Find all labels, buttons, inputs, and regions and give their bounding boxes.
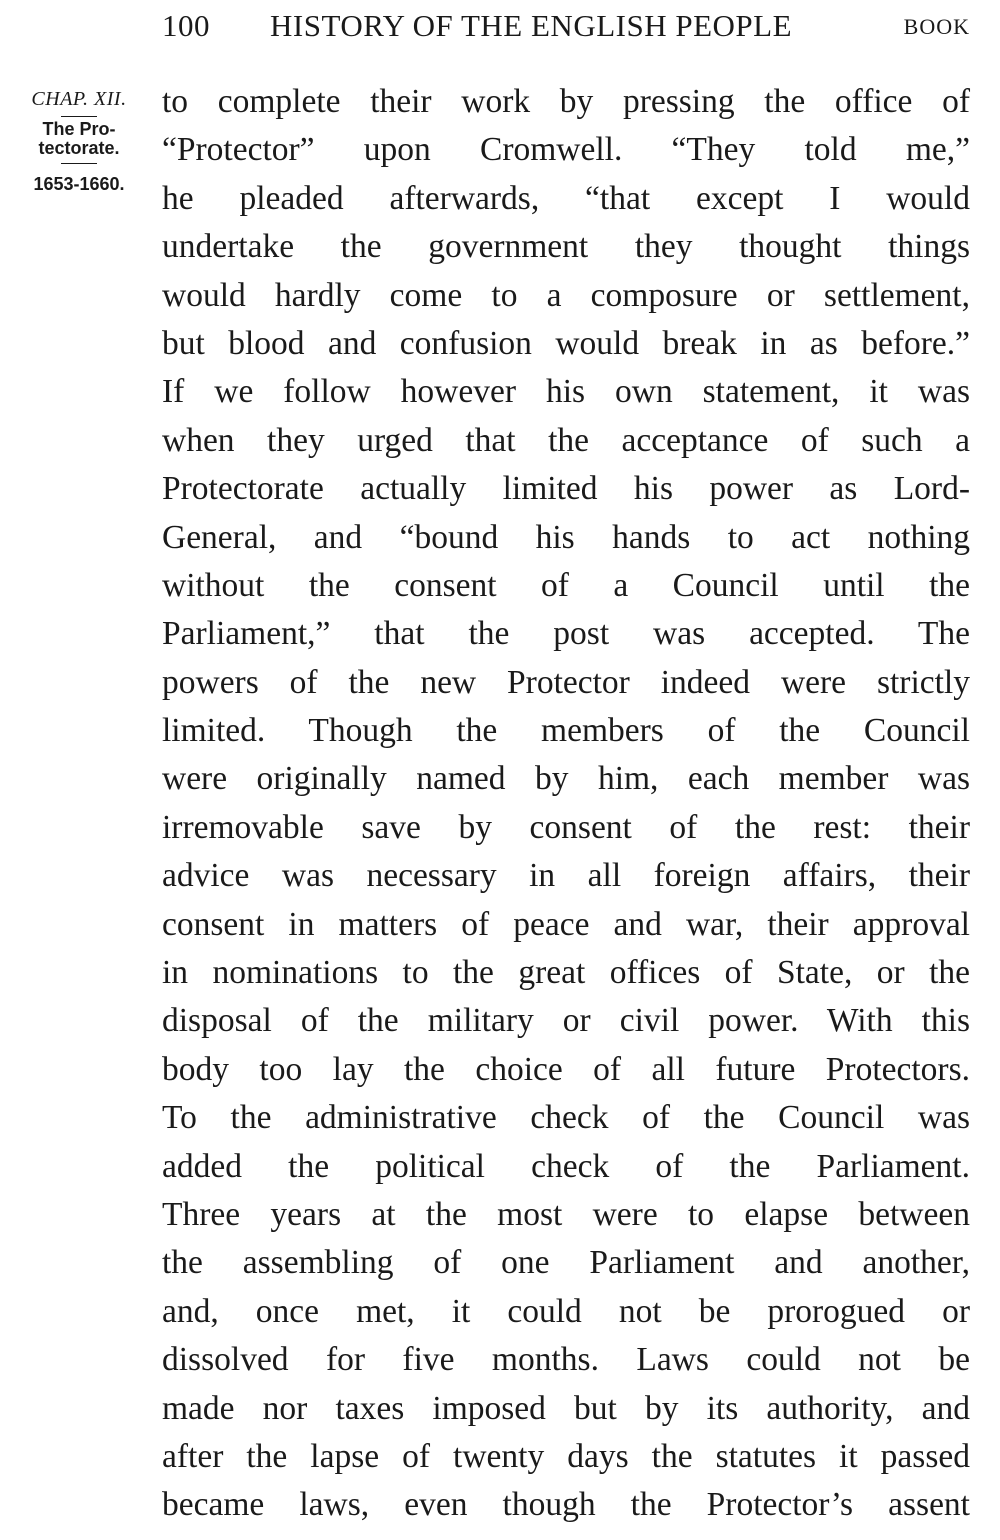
section-label: BOOK (903, 14, 970, 39)
text-line: to complete their work by pressing the office of (162, 83, 970, 120)
date-range: 1653-1660. (33, 174, 125, 194)
text-line: would hardly come to a composure or settlement, (162, 276, 970, 314)
chapter-label: CHAP. XII. (31, 88, 127, 110)
text-line: To the administrative check of the Council was (162, 1099, 970, 1137)
text-line: after the lapse of twenty days the statutes it passed (162, 1437, 970, 1475)
text-line: but blood and confusion would break in as before.” (162, 324, 970, 362)
text-line: without the consent of a Council until the (162, 566, 970, 604)
text-line: undertake the government they thought things (162, 228, 970, 266)
text-line: he pleaded afterwards, “that except I would (162, 179, 970, 217)
text-line: added the political check of the Parliament. (162, 1147, 970, 1185)
text-line: irremovable save by consent of the rest: their (162, 808, 970, 846)
margin-notes (14, 88, 144, 195)
text-line: became laws, even though the Protector’s assent (162, 1486, 970, 1524)
book-title: HISTORY OF THE ENGLISH PEOPLE (270, 8, 793, 43)
sidenote-line: tectorate. (38, 138, 120, 158)
text-line: made nor taxes imposed but by its authority, and (162, 1389, 970, 1427)
text-line: consent in matters of peace and war, their approval (162, 905, 970, 943)
text-line: in nominations to the great offices of State, or the (162, 954, 970, 992)
text-line: body too lay the choice of all future Protectors. (162, 1050, 970, 1088)
text-line: General, and “bound his hands to act nothing (162, 518, 970, 556)
text-line: Protectorate actually limited his power as Lord- (162, 470, 970, 508)
sidenote-line: The Pro- (42, 119, 116, 139)
text-line: powers of the new Protector indeed were strictly (162, 663, 970, 701)
body-text (162, 78, 970, 1530)
text-line: were originally named by him, each member was (162, 760, 970, 798)
page-number: 100 (162, 8, 210, 43)
margin-divider (61, 163, 97, 164)
text-line: dissolved for five months. Laws could not be (162, 1341, 970, 1379)
text-line: the assembling of one Parliament and another, (162, 1244, 970, 1282)
text-line: If we follow however his own statement, it was (162, 373, 970, 411)
running-head (162, 8, 970, 48)
text-line: when they urged that the acceptance of such a (162, 421, 970, 459)
text-line: Three years at the most were to elapse between (162, 1195, 970, 1233)
text-line: limited. Though the members of the Council (162, 712, 970, 750)
text-line: advice was necessary in all foreign affairs, their (162, 857, 970, 895)
text-line: disposal of the military or civil power. With this (162, 1002, 970, 1040)
text-line: Parliament,” that the post was accepted. The (162, 615, 970, 653)
text-line: “Protector” upon Cromwell. “They told me,” (162, 131, 970, 169)
text-line: and, once met, it could not be prorogued or (162, 1292, 970, 1330)
margin-divider (61, 116, 97, 117)
